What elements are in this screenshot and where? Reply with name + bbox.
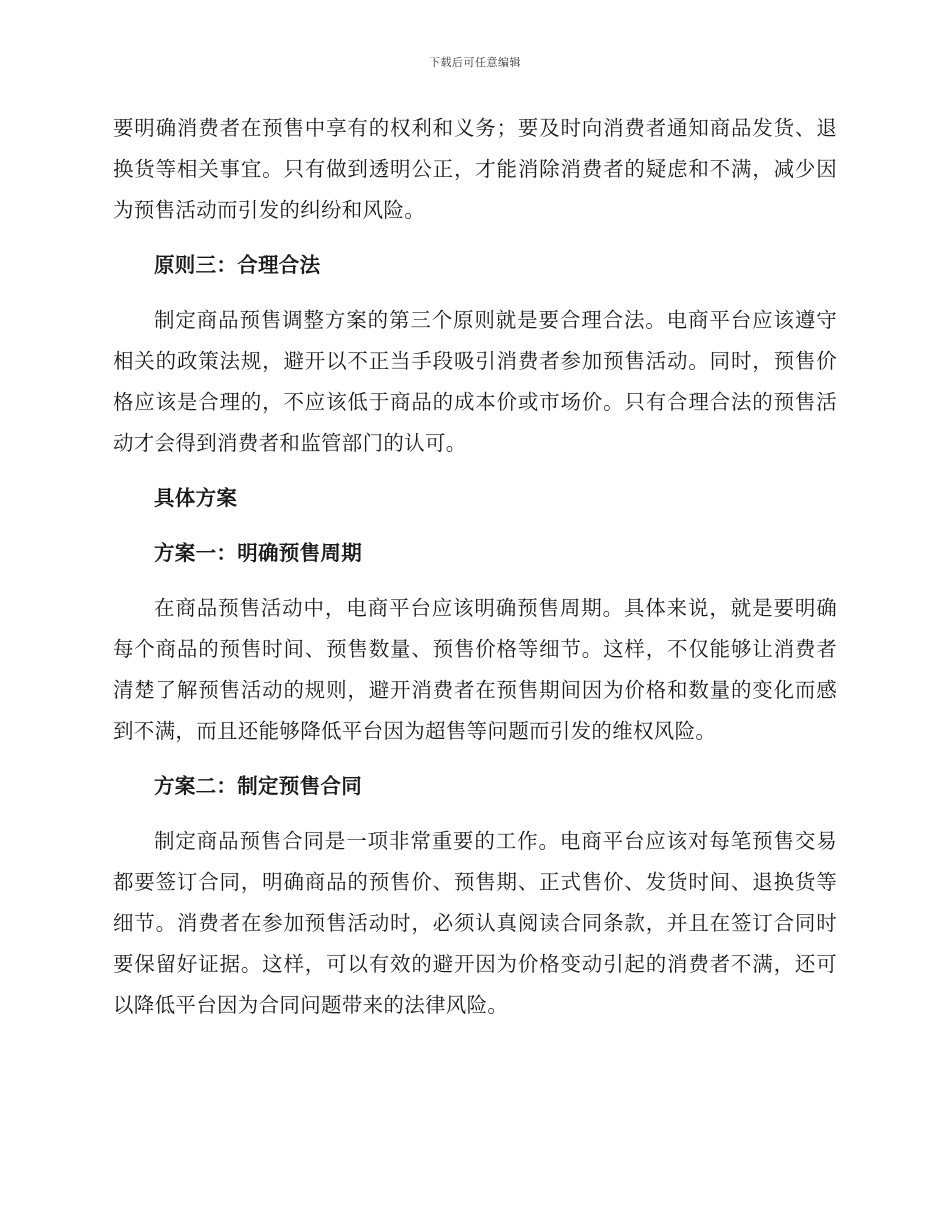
- paragraph-plan-two: 制定商品预售合同是一项非常重要的工作。电商平台应该对每笔预售交易都要签订合同，明确商品的预售价、预售期、正式售价、发货时间、退换货等细节。消费者在参加预售活动时，必须认真阅读合同条款，并且在签订合同时要保留好证据。这样，可以有效的避开因为价格变动引起的消费者不满，还可以降低平台因为合同问题带来的法律风险。: [113, 829, 837, 1017]
- document-body: [113, 108, 837, 1040]
- page-header: 下载后可任意编辑: [429, 56, 521, 69]
- heading-principle-three: 原则三：合理合法: [154, 253, 321, 277]
- heading-specific-plans: 具体方案: [154, 486, 238, 510]
- paragraph-transparency-continued: 要明确消费者在预售中享有的权利和义务；要及时向消费者通知商品发货、退换货等相关事宜。只有做到透明公正，才能消除消费者的疑虑和不满，减少因为预售活动而引发的纠纷和风险。: [113, 116, 837, 222]
- heading-plan-one: 方案一：明确预售周期: [154, 541, 362, 565]
- paragraph-plan-one: 在商品预售活动中，电商平台应该明确预售周期。具体来说，就是要明确每个商品的预售时间、预售数量、预售价格等细节。这样，不仅能够让消费者清楚了解预售活动的规则，避开消费者在预售期间因为价格和数量的变化而感到不满，而且还能够降低平台因为超售等问题而引发的维权风险。: [113, 596, 837, 743]
- paragraph-principle-three: 制定商品预售调整方案的第三个原则就是要合理合法。电商平台应该遵守相关的政策法规，避开以不正当手段吸引消费者参加预售活动。同时，预售价格应该是合理的，不应该低于商品的成本价或市场价。只有合理合法的预售活动才会得到消费者和监管部门的认可。: [113, 308, 837, 455]
- heading-plan-two: 方案二：制定预售合同: [154, 774, 362, 798]
